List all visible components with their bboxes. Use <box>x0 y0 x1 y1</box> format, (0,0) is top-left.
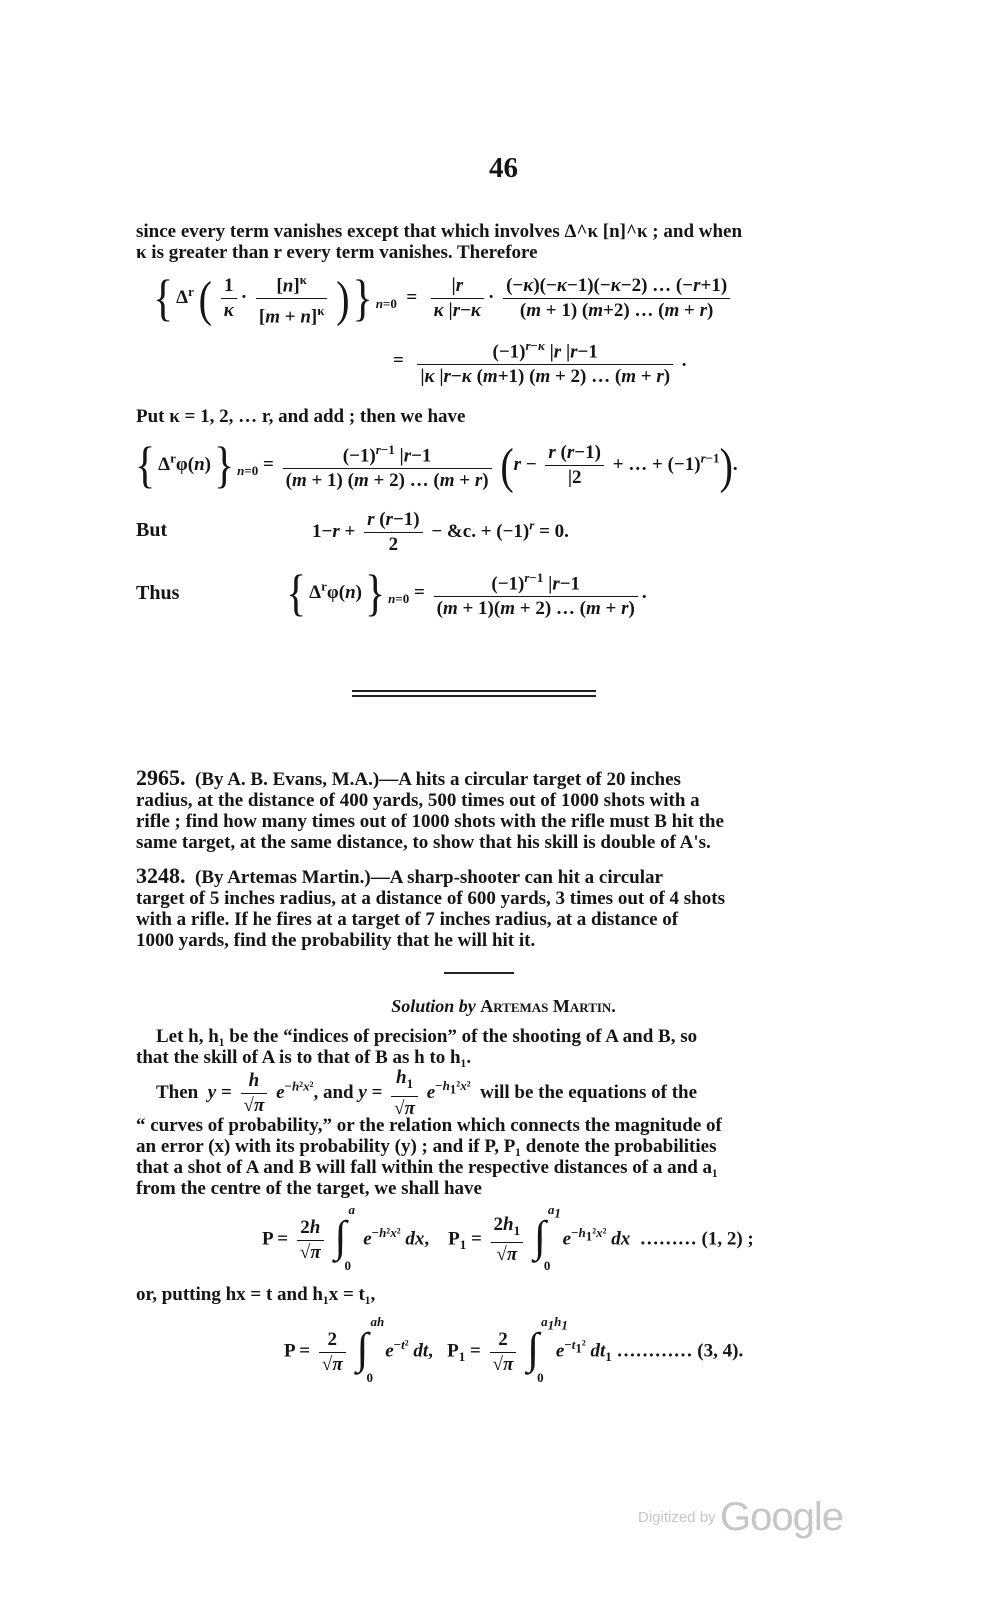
sol2-line-1: “ curves of probability,” or the relation which connects the magnitude of <box>136 1115 722 1136</box>
google-logo: Google <box>720 1495 843 1539</box>
solution-paragraph-1 <box>136 1026 842 1068</box>
solution-paragraph-2 <box>136 1115 842 1199</box>
putting-text: or, putting hx = t and h₁x = t₁, <box>136 1284 376 1305</box>
watermark-prefix: Digitized by <box>638 1509 716 1526</box>
sol1-line-1: Let h, h₁ be the “indices of precision” of the shooting of A and B, so <box>156 1026 698 1047</box>
put-kappa-line <box>136 406 842 427</box>
question-number-3248: 3248. <box>136 863 186 888</box>
then-rest: will be the equations of the <box>480 1081 698 1103</box>
q3248-line-1: (By Artemas Martin.)—A sharp-shooter can hit a circular <box>195 867 663 888</box>
question-number-2965: 2965. <box>136 765 186 790</box>
thus-label: Thus <box>136 582 180 604</box>
solution-heading <box>0 996 1007 1017</box>
then-equations-line: Then y = $\frac{h}{√\pi}$ $e^{-h^2x^2}$, and y = $\frac{h_1}{√\pi}$ $e^{-h_1^2x^2}$ will be the equations of the <box>156 1067 698 1119</box>
question-3248 <box>136 865 842 951</box>
equation-delta-kappa: { $\Delta^r$ ( $\frac{1}{\kappa}$ · $\frac{[n]^\kappa}{[m + n]^\kappa}$ )} $_{n=0}$ = $\frac{|r}{\kappa |r-\kappa}$ · $\frac{(-\kappa)(-\kappa-1)(-\kappa-2) \dots (-r+1)}{(m + 1) (m+2) \dots (m + r)}$ <box>150 268 734 330</box>
q2965-line-1: (By A. B. Evans, M.A.)—A hits a circular target of 20 inches <box>195 769 681 790</box>
equation-but: 1−r + $\frac{r (r-1)}{2}$ − &c. + $(-1)^r = 0$. <box>312 509 569 555</box>
intro-line-1: since every term vanishes except that which involves Δ^κ [n]^κ ; and when <box>136 221 743 242</box>
q3248-line-3: with a rifle. If he fires at a target of 7 inches radius, at a distance of <box>136 909 679 930</box>
question-2965 <box>136 767 842 853</box>
putting-line <box>136 1284 842 1305</box>
intro-line-2: κ is greater than r every term vanishes. Therefore <box>136 242 538 263</box>
equation-p-substituted: P = $\frac{2}{√\pi}$ ∫ ah 0 $e^{-t^2}$ dt, $P_1$ = $\frac{2}{√\pi}$ ∫ $a_1h_1$ 0 $e^{-t_1^2}$ $dt_1$ ………… (3, 4). <box>284 1314 744 1385</box>
sol2-line-3: that a shot of A and B will fall within the respective distances of a and a₁ <box>136 1157 718 1178</box>
equation-delta-kappa-simplified: = $\frac{(-1)^{r-\kappa} |r |r-1}{|\kappa |r-\kappa (m+1) (m + 2) \dots (m + r)}$ . <box>393 334 687 389</box>
q2965-line-4: same target, at the same distance, to show that his skill is double of A's. <box>136 832 711 853</box>
sol2-line-4: from the centre of the target, we shall have <box>136 1178 482 1199</box>
then-word: Then <box>156 1081 199 1103</box>
solution-prefix: Solution by <box>391 996 476 1016</box>
q2965-line-2: radius, at the distance of 400 yards, 500 times out of 1000 shots with a <box>136 790 700 811</box>
sol2-line-2: an error (x) with its probability (y) ; and if P, P₁ denote the probabilities <box>136 1136 717 1157</box>
solution-author: Artemas Martin. <box>480 996 616 1016</box>
separator-rule-bottom <box>352 695 596 697</box>
put-kappa-text: Put κ = 1, 2, … r, and add ; then we have <box>136 406 466 427</box>
page-number: 46 <box>489 152 518 184</box>
equation-delta-phi-sum: { $\Delta^r\varphi(n)$} $_{n=0}$ = $\frac{(-1)^{r-1} |r-1}{(m + 1) (m + 2) \dots (m + r)}$ (r − $\frac{r (r-1)}{|2}$ + … + $(-1)^{r-1}$). <box>135 437 738 494</box>
q3248-line-4: 1000 yards, find the probability that he will hit it. <box>136 930 536 951</box>
equation-tag-1-2: ……… (1, 2) ; <box>639 1228 754 1250</box>
equation-thus: { $\Delta^r\varphi(n)$} $_{n=0}$ = $\frac{(-1)^{r-1} |r-1}{(m + 1)(m + 2) \dots (m + r)}$ . <box>286 566 647 622</box>
q3248-line-2: target of 5 inches radius, at a distance of 600 yards, 3 times out of 4 shots <box>136 888 725 909</box>
digitized-watermark <box>638 1495 843 1540</box>
sol1-line-2: that the skill of A is to that of B as h to h₁. <box>136 1047 472 1068</box>
short-separator <box>444 972 514 974</box>
but-label: But <box>136 519 168 541</box>
equation-tag-3-4: ………… (3, 4). <box>616 1340 744 1362</box>
intro-paragraph <box>136 221 842 263</box>
separator-rule-top <box>352 690 596 692</box>
q2965-line-3: rifle ; find how many times out of 1000 shots with the rifle must B hit the <box>136 811 724 832</box>
equation-p-integrals: P = $\frac{2h}{√\pi}$ ∫ a 0 $e^{-h^2x^2}$ dx, $P_1$ = $\frac{2h_1}{√\pi}$ ∫ $a_1$ 0 $e^{-h_1^2x^2}$ dx ……… (1, 2) ; <box>262 1202 754 1273</box>
